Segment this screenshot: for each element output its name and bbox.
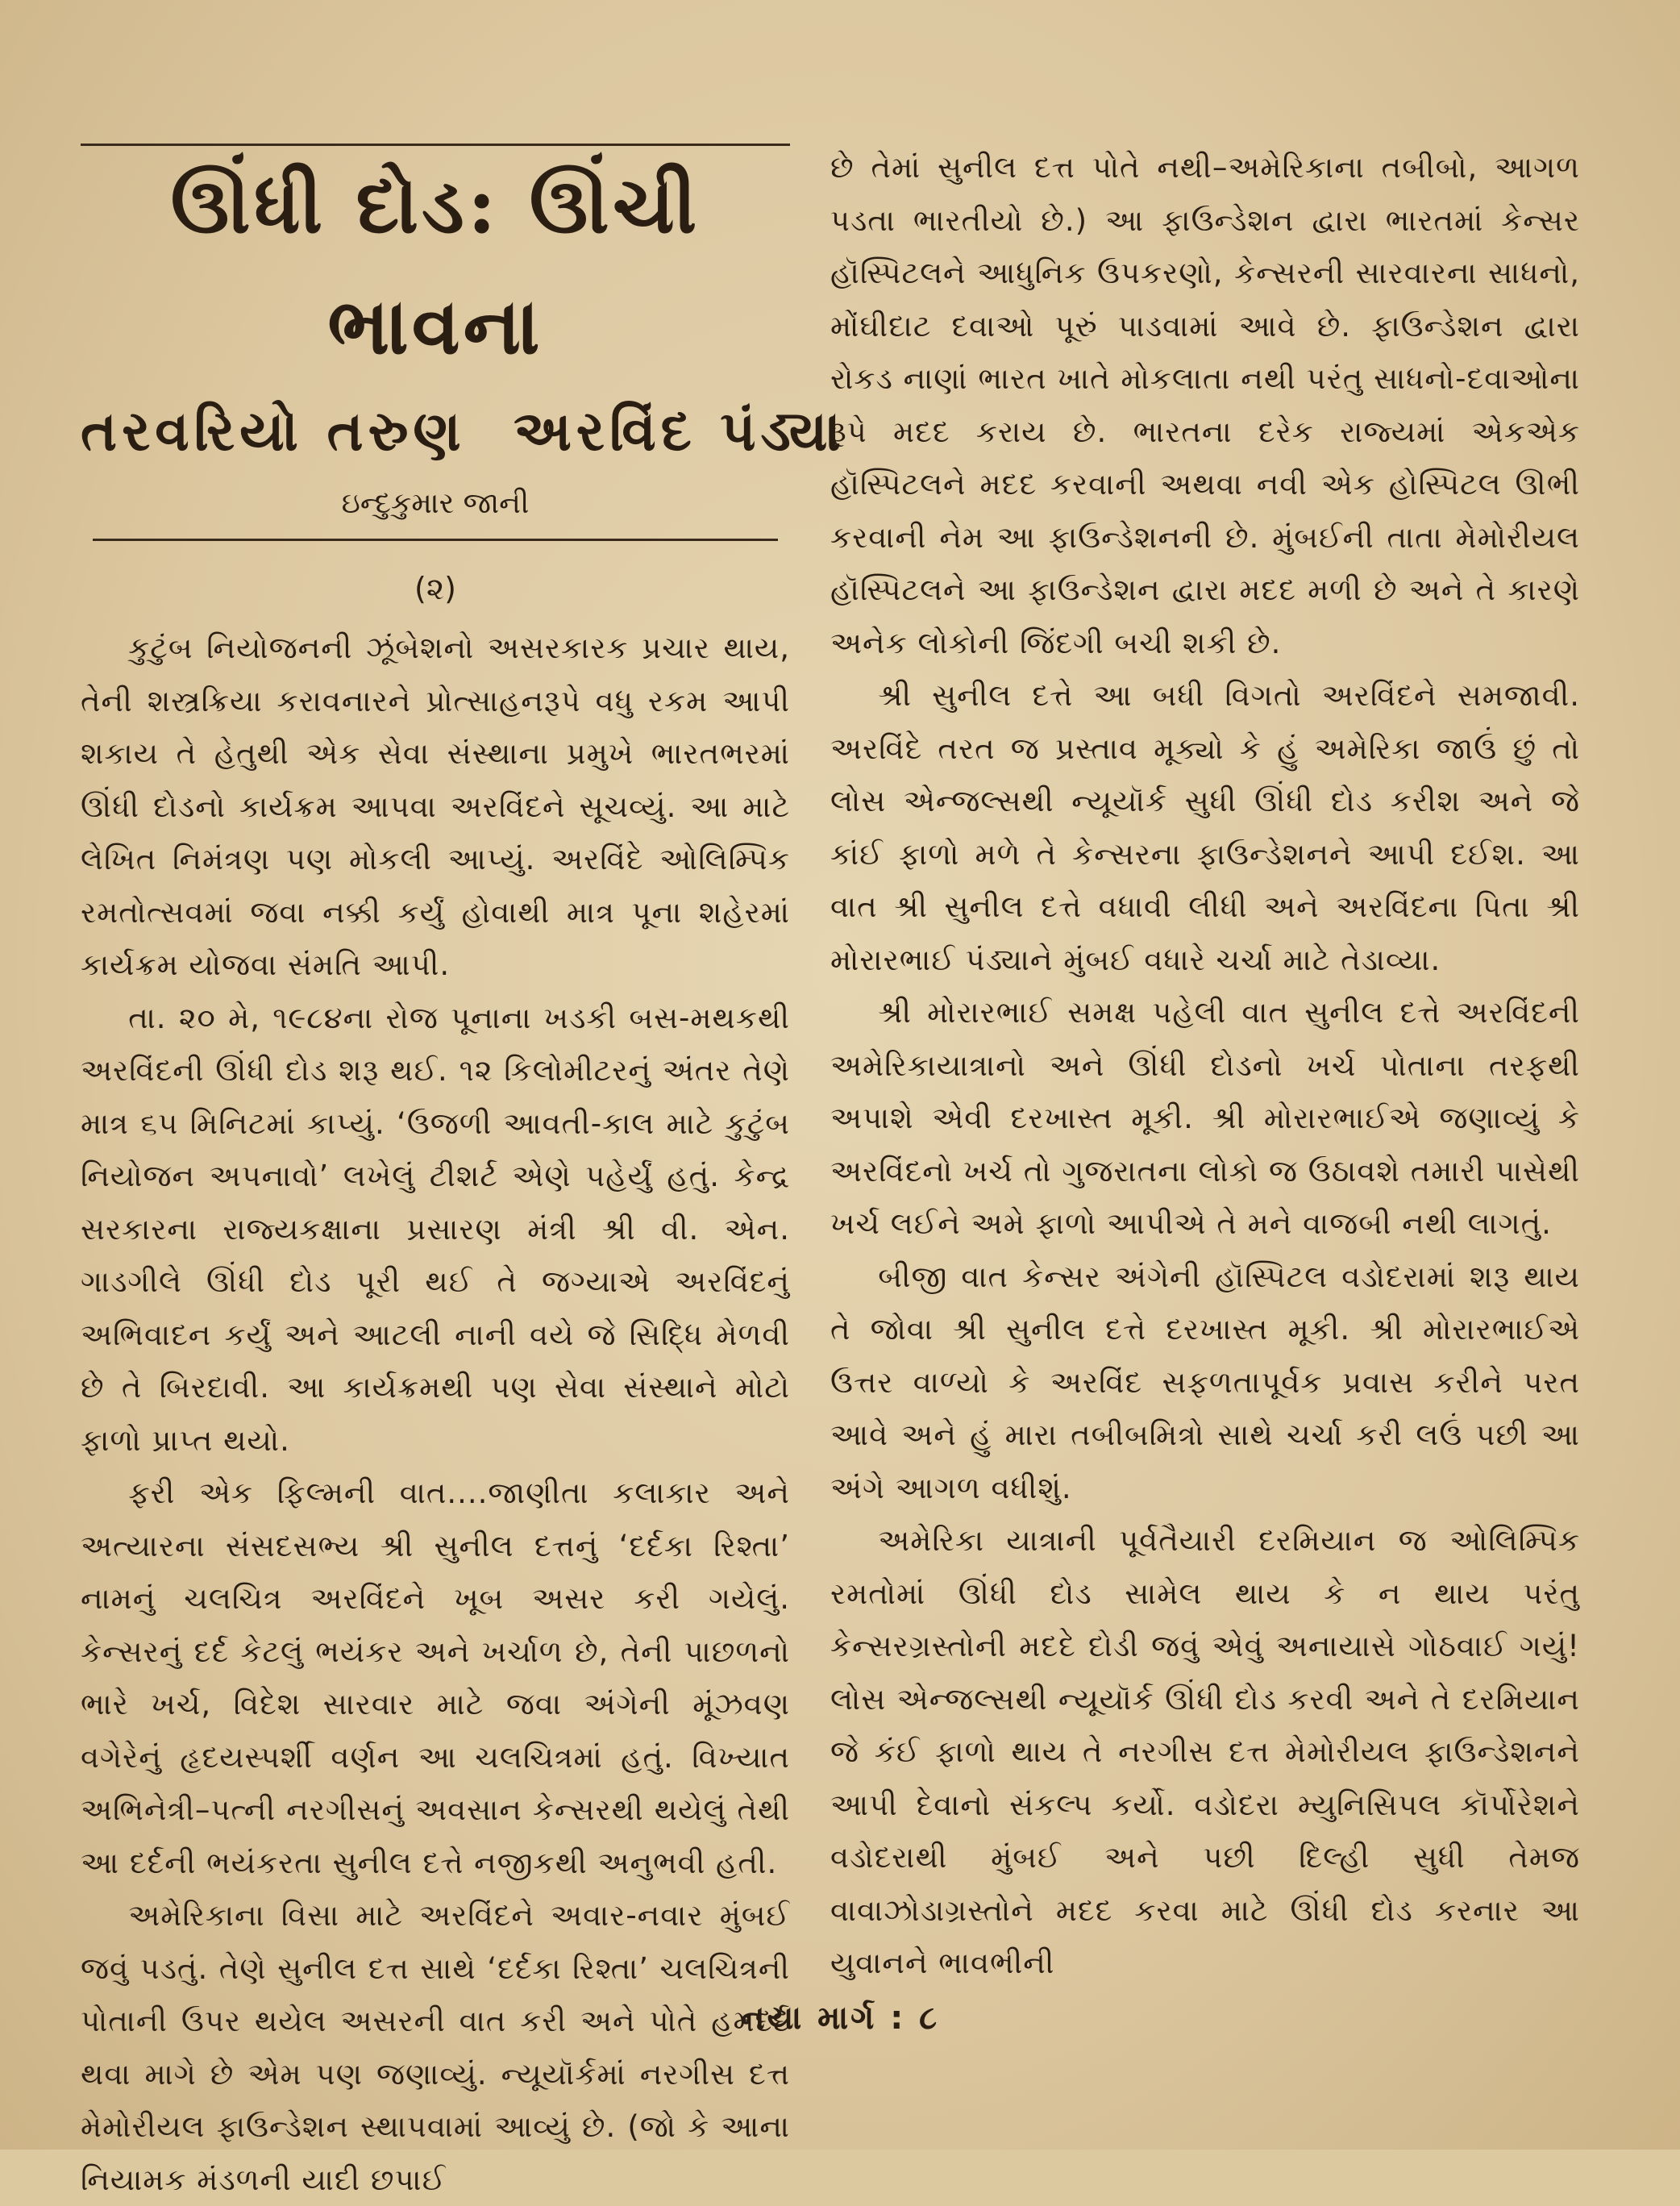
author-byline: ઇન્દુકુમાર જાની xyxy=(341,487,530,520)
page-footer: નયા માર્ગ : ૮ xyxy=(740,2000,940,2037)
paragraph: કુટુંબ નિયોજનની ઝૂંબેશનો અસરકારક પ્રચાર થાય, તેની શસ્ત્રક્રિયા કરાવનારને પ્રોત્સાહનરૂપે વધુ રકમ આપી શકાય તે હેતુથી એક સેવા સંસ્થાના પ્રમુખે ભારતભરમાં ઊંધી દોડનો કાર્યક્રમ આપવા અરવિંદને સૂચવ્યું. આ માટે લેખિત નિમંત્રણ પણ મોકલી આપ્યું. અરવિંદે ઓલિમ્પિક રમતોત્સવમાં જવા નક્કી કર્યું હોવાથી માત્ર પૂના શહેરમાં કાર્યક્રમ યોજવા સંમતિ આપી. xyxy=(81,631,790,982)
paragraph: છે તેમાં સુનીલ દત્ત પોતે નથી–અમેરિકાના તબીબો, આગળ પડતા ભારતીયો છે.) આ ફાઉન્ડેશન દ્વારા ભારતમાં કેન્સર હૉસ્પિટલને આધુનિક ઉપકરણો, કેન્સરની સારવારના સાધનો, મોંઘીદાટ દવાઓ પૂરું પાડવામાં આવે છે. ફાઉન્ડેશન દ્વારા રોકડ નાણાં ભારત ખાતે મોકલાતા નથી પરંતુ સાધનો-દવાઓના રૂપે મદદ કરાય છે. ભારતના દરેક રાજ્યમાં એકએક હૉસ્પિટલને મદદ કરવાની અથવા નવી એક હોસ્પિટલ ઊભી કરવાની નેમ આ ફાઉન્ડેશનની છે. મુંબઈની તાતા મેમોરીયલ હૉસ્પિટલને આ ફાઉન્ડેશન દ્વારા મદદ મળી છે અને તે કારણે અનેક લોકોની જિંદગી બચી શકી છે. xyxy=(830,150,1580,660)
paragraph: અમેરિકા યાત્રાની પૂર્વતૈયારી દરમિયાન જ ઓલિમ્પિક રમતોમાં ઊંધી દોડ સામેલ થાય કે ન થાય પરંતુ કેન્સરગ્રસ્તોની મદદે દોડી જવું એવું અનાયાસે ગોઠવાઈ ગયું! લોસ એન્જલ્સથી ન્યૂયૉર્ક ઊંધી દોડ કરવી અને તે દરમિયાન જે કંઈ ફાળો થાય તે નરગીસ દત્ત મેમોરીયલ ફાઉન્ડેશનને આપી દેવાનો સંકલ્પ કર્યો. વડોદરા મ્યુનિસિપલ કૉર્પોરેશને વડોદરાથી મુંબઈ અને પછી દિલ્હી સુધી તેમજ વાવાઝોડાગ્રસ્તોને મદદ કરવા માટે ઊંધી દોડ કરનાર આ યુવાનને ભાવભીની xyxy=(830,1523,1580,1980)
paragraph: શ્રી મોરારભાઈ સમક્ષ પહેલી વાત સુનીલ દત્તે અરવિંદની અમેરિકાયાત્રાનો અને ઊંધી દોડનો ખર્ચ પોતાના તરફથી અપાશે એવી દરખાસ્ત મૂકી. શ્રી મોરારભાઈએ જણાવ્યું કે અરવિંદનો ખર્ચ તો ગુજરાતના લોકો જ ઉઠાવશે તમારી પાસેથી ખર્ચ લઈને અમે ફાળો આપીએ તે મને વાજબી નથી લાગતું. xyxy=(830,995,1580,1241)
paragraph: અમેરિકાના વિસા માટે અરવિંદને અવાર-નવાર મુંબઈ જવું પડતું. તેણે સુનીલ દત્ત સાથે ‘દર્દકા રિશ્તા’ ચલચિત્રની પોતાની ઉપર થયેલ અસરની વાત કરી અને પોતે હમદર્દ થવા માગે છે એમ પણ જણાવ્યું. ન્યૂયૉર્કમાં નરગીસ દત્ત મેમોરીયલ ફાઉન્ડેશન સ્થાપવામાં આવ્યું છે. (જો કે આના નિયામક મંડળની યાદી છપાઈ xyxy=(81,1898,790,2197)
byline-rule xyxy=(93,539,778,541)
paragraph: શ્રી સુનીલ દત્તે આ બધી વિગતો અરવિંદને સમજાવી. અરવિંદે તરત જ પ્રસ્તાવ મૂક્યો કે હું અમેરિકા જાઉં છું તો લોસ એન્જલ્સથી ન્યૂયૉર્ક સુધી ઊંધી દોડ કરીશ અને જે કાંઈ ફાળો મળે તે કેન્સરના ફાઉન્ડેશનને આપી દઈશ. આ વાત શ્રી સુનીલ દત્તે વધાવી લીધી અને અરવિંદના પિતા શ્રી મોરારભાઈ પંડ્યાને મુંબઈ વધારે ચર્ચા માટે તેડાવ્યા. xyxy=(830,678,1580,977)
article-subtitle: તરવરિયો તરુણ અરવિંદ પંડ્યા xyxy=(81,399,846,464)
article-title: ઊંધી દોડ: ઊંચી ભાવના xyxy=(170,160,701,372)
part-number: (૨) xyxy=(414,571,456,606)
paragraph: ફરી એક ફિલ્મની વાત....જાણીતા કલાકાર અને અત્યારના સંસદસભ્ય શ્રી સુનીલ દત્તનું ‘દર્દકા રિશ્તા’ નામનું ચલચિત્ર અરવિંદને ખૂબ અસર કરી ગયેલું. કેન્સરનું દર્દ કેટલું ભયંકર અને ખર્ચાળ છે, તેની પાછળનો ભારે ખર્ચ, વિદેશ સારવાર માટે જવા અંગેની મૂંઝવણ વગેરેનું હૃદયસ્પર્શી વર્ણન આ ચલચિત્રમાં હતું. વિખ્યાત અભિનેત્રી–પત્ની નરગીસનું અવસાન કેન્સરથી થયેલું તેથી આ દર્દની ભયંકરતા સુનીલ દત્તે નજીકથી અનુભવી હતી. xyxy=(81,1476,790,1880)
right-column xyxy=(830,141,1580,1990)
paragraph: બીજી વાત કેન્સર અંગેની હૉસ્પિટલ વડોદરામાં શરૂ થાય તે જોવા શ્રી સુનીલ દત્તે દરખાસ્ત મૂકી. શ્રી મોરારભાઈએ ઉત્તર વાળ્યો કે અરવિંદ સફળતાપૂર્વક પ્રવાસ કરીને પરત આવે અને હું મારા તબીબમિત્રો સાથે ચર્ચા કરી લઉં પછી આ અંગે આગળ વધીશું. xyxy=(830,1259,1580,1505)
paragraph: તા. ૨૦ મે, ૧૯૮૪ના રોજ પૂનાના ખડકી બસ-મથકથી અરવિંદની ઊંધી દોડ શરૂ થઈ. ૧૨ કિલોમીટરનું અંતર તેણે માત્ર ૬૫ મિનિટમાં કાપ્યું. ‘ઉજળી આવતી-કાલ માટે કુટુંબ નિયોજન અપનાવો’ લખેલું ટીશર્ટ એણે પહેર્યું હતું. કેન્દ્ર સરકારના રાજ્યકક્ષાના પ્રસારણ મંત્રી શ્રી વી. એન. ગાડગીલે ઊંધી દોડ પૂરી થઈ તે જગ્યાએ અરવિંદનું અભિવાદન કર્યું અને આટલી નાની વયે જે સિદ્ધિ મેળવી છે તે બિરદાવી. આ કાર્યક્રમથી પણ સેવા સંસ્થાને મોટો ફાળો પ્રાપ્ત થયો. xyxy=(81,1000,790,1458)
